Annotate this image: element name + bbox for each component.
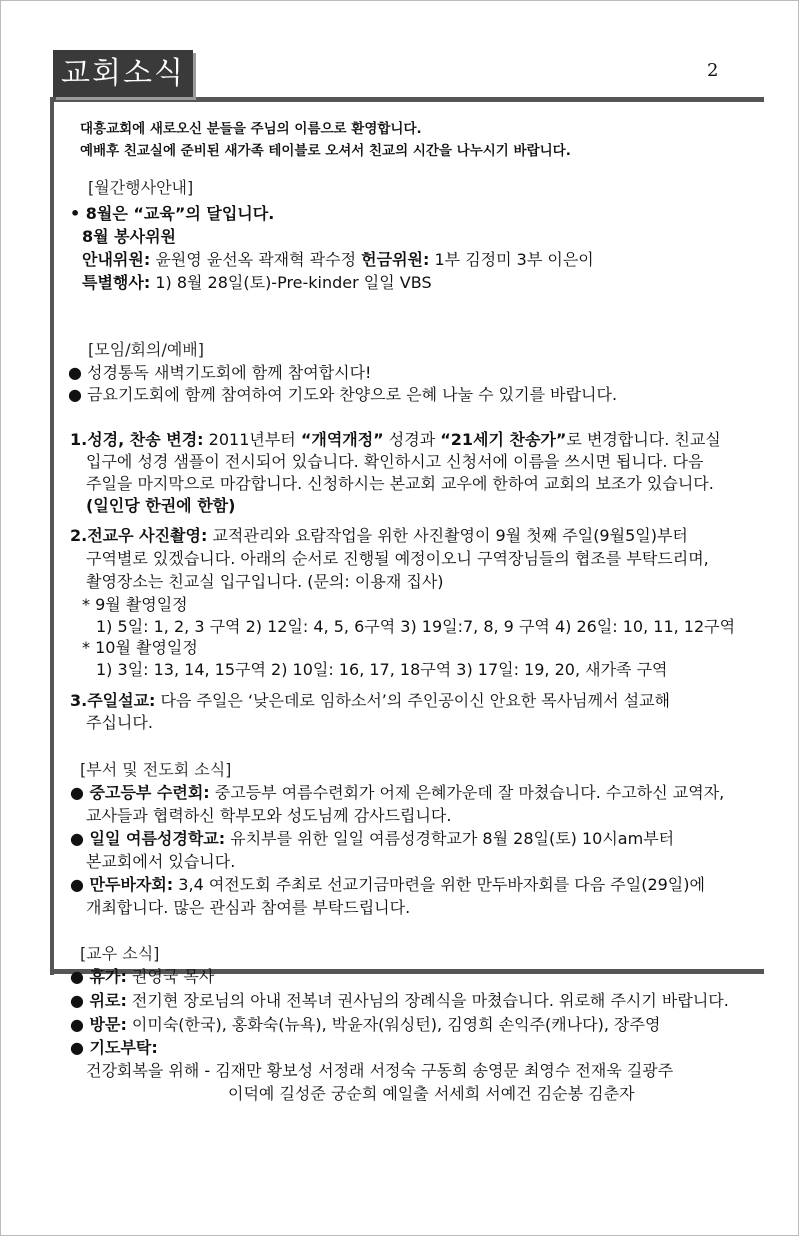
notice-2-label: 2.전교우 사진촬영: <box>70 526 208 545</box>
notice-3-text: 다음 주일은 ‘낮은데로 임하소서’의 주인공이신 안요한 목사님께서 설교해 <box>155 691 670 710</box>
notice-1-line-1 <box>70 427 721 450</box>
guide-volunteers <box>82 247 594 270</box>
members-comfort-text: 전기현 장로님의 아내 전복녀 권사님의 장례식을 마쳤습니다. 위로해 주시기 바랍니다. <box>126 991 729 1010</box>
section-title: 교회소식 <box>53 50 193 97</box>
notice-1-text-d: “21세기 찬송가” <box>440 430 567 449</box>
dept-item-b-text: 유치부를 위한 일일 여름성경학교가 8월 28일(토) 10시am부터 <box>225 829 675 848</box>
notice-2-text: 교적관리와 요람작업을 위한 사진촬영이 9월 첫째 주일(9월5일)부터 <box>207 526 688 545</box>
education-month: • 8월은 “교육”의 달입니다. <box>70 204 275 223</box>
notice-1-line-4: (일인당 한권에 한함) <box>86 496 236 515</box>
welcome-line-1: 대흥교회에 새로오신 분들을 주님의 이름으로 환영합니다. <box>80 121 422 137</box>
members-visit <box>70 1012 660 1035</box>
notice-2-line-1 <box>70 523 688 546</box>
members-rest-text: 권영국 목사 <box>126 967 215 986</box>
welcome-line-2: 예배후 친교실에 준비된 새가족 테이블로 오셔서 친교의 시간을 나누시기 바랍니다. <box>80 143 571 159</box>
members-rest <box>70 964 214 987</box>
members-comfort <box>70 988 729 1011</box>
members-visit-text: 이미숙(한국), 홍화숙(뉴욕), 박윤자(워싱턴), 김영희 손익주(캐나다), 장주영 <box>126 1015 661 1034</box>
meetings-item-2: ● 금요기도회에 함께 참여하여 기도와 찬양으로 은혜 나눌 수 있기를 바랍니다. <box>68 385 618 404</box>
members-rest-label: ● 휴가: <box>70 967 127 986</box>
dept-item-b-line-2: 본교회에서 있습니다. <box>86 852 236 871</box>
dept-item-c-line-2: 개최합니다. 많은 관심과 참여를 부탁드립니다. <box>86 898 411 917</box>
dept-item-a-line-1 <box>70 780 724 803</box>
notice-1-label: 1.성경, 찬송 변경: <box>70 430 204 449</box>
members-header: [교우 소식] <box>80 944 160 963</box>
notice-1-line-2: 입구에 성경 샘플이 전시되어 있습니다. 확인하시고 신청서에 이름을 쓰시면 됩니다. 다음 <box>86 452 704 471</box>
sep-schedule: 1) 5일: 1, 2, 3 구역 2) 12일: 4, 5, 6구역 3) 19일:7, 8, 9 구역 4) 26일: 10, 11, 12구역 <box>96 617 736 636</box>
frame-left-rule <box>50 97 54 975</box>
oct-schedule: 1) 3일: 13, 14, 15구역 2) 10일: 16, 17, 18구역 3) 17일: 19, 20, 새가족 구역 <box>96 660 668 679</box>
dept-item-b-line-1 <box>70 826 674 849</box>
notice-1-text-a: 2011년부터 <box>203 430 301 449</box>
offering-names: 1부 김정미 3부 이은이 <box>429 250 594 269</box>
dept-item-a-line-2: 교사들과 협력하신 학부모와 성도님께 감사드립니다. <box>86 806 452 825</box>
meetings-header: [모임/회의/예배] <box>88 340 205 359</box>
offering-label: 헌금위원: <box>361 250 430 269</box>
dept-header: [부서 및 전도회 소식] <box>80 760 232 779</box>
meetings-item-1: ● 성경통독 새벽기도회에 함께 참여합시다! <box>68 363 372 382</box>
notice-1-text-e: 로 변경합니다. 친교실 <box>566 430 721 449</box>
dept-item-c-line-1 <box>70 872 705 895</box>
notice-1-text-c: 성경과 <box>383 430 441 449</box>
members-prayer-label: ● 기도부탁: <box>70 1038 158 1057</box>
special-event <box>82 270 432 293</box>
notice-2-line-3: 촬영장소는 친교실 입구입니다. (문의: 이용재 집사) <box>86 572 444 591</box>
dept-item-a-text: 중고등부 여름수련회가 어제 은혜가운데 잘 마쳤습니다. 수고하신 교역자, <box>209 783 725 802</box>
guide-label: 안내위원: <box>82 250 151 269</box>
sep-schedule-title: * 9월 촬영일정 <box>82 595 188 614</box>
notice-3-label: 3.주일설교: <box>70 691 156 710</box>
dept-item-c-label: ● 만두바자회: <box>70 875 174 894</box>
monthly-header: [월간행사안내] <box>88 178 194 197</box>
guide-names: 윤원영 윤선옥 곽재혁 곽수정 <box>150 250 357 269</box>
dept-item-a-label: ● 중고등부 수련회: <box>70 783 210 802</box>
oct-schedule-title: * 10월 촬영일정 <box>82 638 198 657</box>
page-number: 2 <box>707 60 719 81</box>
members-prayer-line-1: 건강회복을 위해 - 김재만 황보성 서정래 서정숙 구동희 송영문 최영수 전재욱 길광주 <box>86 1061 674 1080</box>
dept-item-c-text: 3,4 여전도회 주최로 선교기금마련을 위한 만두바자회를 다음 주일(29일)에 <box>173 875 705 894</box>
special-text: 1) 8월 28일(토)-Pre-kinder 일일 VBS <box>150 273 432 292</box>
dept-item-b-label: ● 일일 여름성경학교: <box>70 829 226 848</box>
members-comfort-label: ● 위로: <box>70 991 127 1010</box>
special-label: 특별행사: <box>82 273 151 292</box>
notice-1-text-b: “개역개정” <box>300 430 384 449</box>
notice-2-line-2: 구역별로 있겠습니다. 아래의 순서로 진행될 예정이오니 구역장님들의 협조를 부탁드리며, <box>86 549 709 568</box>
notice-3-line-2: 주십니다. <box>86 713 153 732</box>
notice-3-line-1 <box>70 688 670 711</box>
frame-top-rule <box>50 97 764 102</box>
volunteers-title: 8월 봉사위원 <box>82 227 176 246</box>
members-visit-label: ● 방문: <box>70 1015 127 1034</box>
notice-1-line-3: 주일을 마지막으로 마감합니다. 신청하시는 본교회 교우에 한하여 교회의 보조가 있습니다. <box>86 474 714 493</box>
members-prayer-line-2: 이덕예 길성준 궁순희 예일출 서세희 서예건 김순봉 김춘자 <box>228 1084 635 1103</box>
